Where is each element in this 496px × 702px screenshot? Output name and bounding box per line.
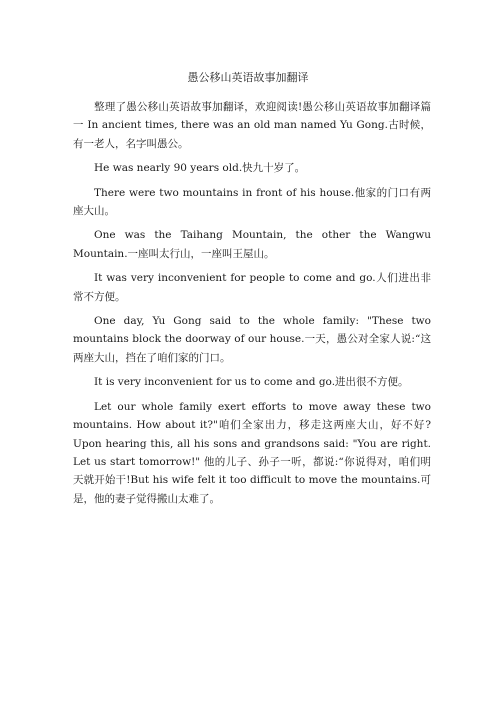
paragraph-8: Let our whole family exert efforts to move away these two mountains. How about it?"咱们全家出力，移走这两座大山，好不好?Upon hearing this, all his sons and grandsons said: "You are right. Let us start tomorrow!" 他的儿子、孙子一听，都说:“你说得对，咱们明天就开始干!But his wife felt it too difficult to move the mountains.可是，他的妻子觉得搬山太难了。	[73, 400, 431, 505]
paragraph-5: It was very inconvenient for people to come and go.人们进出非常不方便。	[73, 272, 431, 303]
paragraph-1: 整理了愚公移山英语故事加翻译，欢迎阅读!愚公移山英语故事加翻译篇一 In ancient times, there was an old man named Yu Gong.古时候，有一老人，名字叫愚公。	[73, 101, 431, 150]
paragraph-2: He was nearly 90 years old.快九十岁了。	[94, 162, 306, 175]
paragraph-7: It is very inconvenient for us to come and go.进出很不方便。	[94, 376, 409, 389]
document-body	[73, 98, 431, 514]
paragraph-6: One day, Yu Gong said to the whole family: "These two mountains block the doorway of our house.一天，愚公对全家人说:“这两座大山，挡在了咱们家的门口。	[73, 315, 431, 364]
paragraph-4: One was the Taihang Mountain, the other the Wangwu Mountain.一座叫太行山，一座叫王屋山。	[73, 229, 431, 260]
document-title: 愚公移山英语故事加翻译	[187, 71, 309, 84]
paragraph-3: There were two mountains in front of his house.他家的门口有两座大山。	[73, 186, 431, 218]
